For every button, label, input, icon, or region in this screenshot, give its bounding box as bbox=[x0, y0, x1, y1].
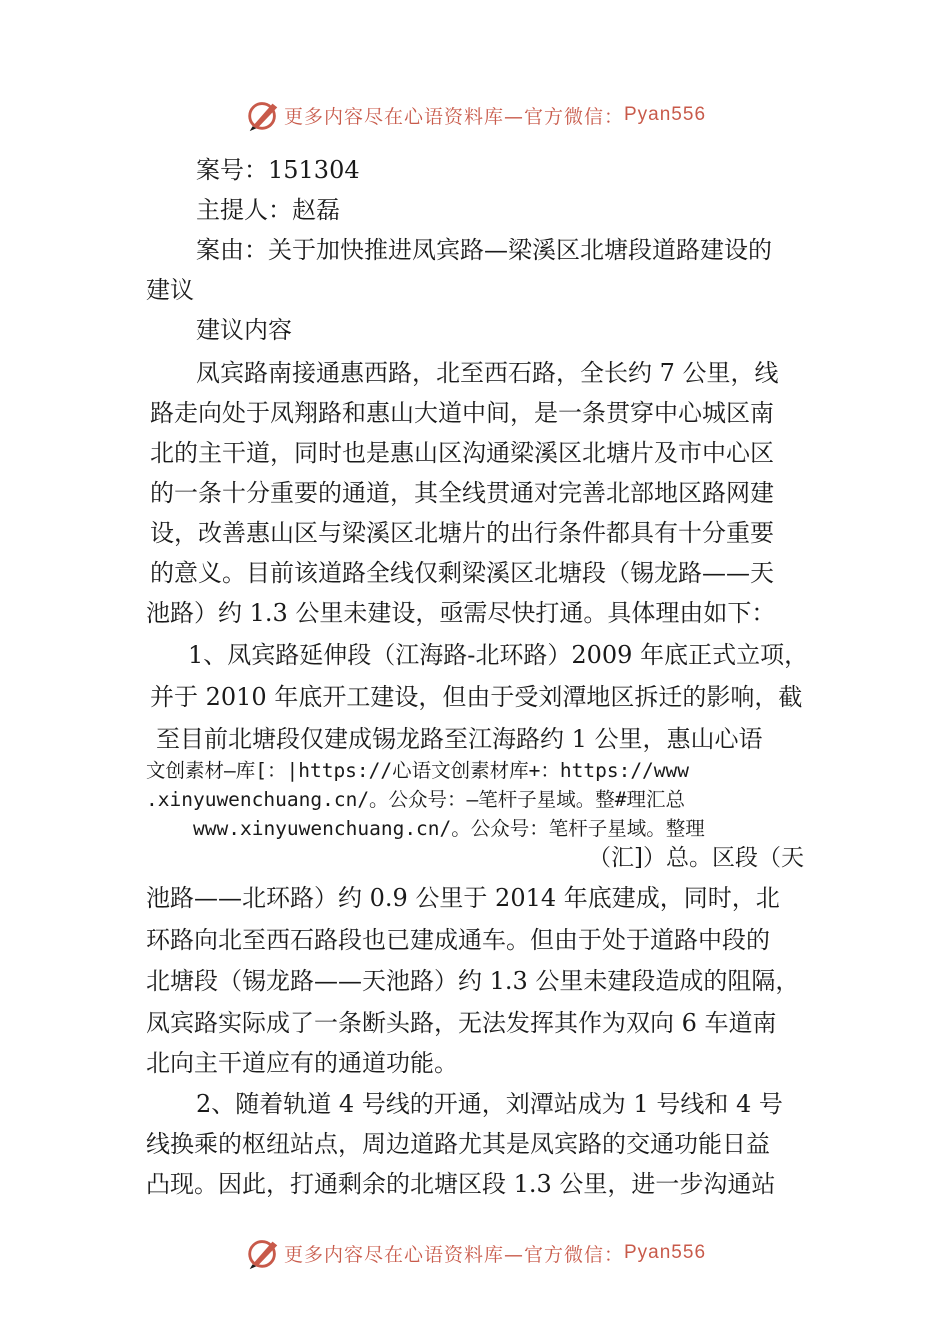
body-line: 设，改善惠山区与梁溪区北塘片的出行条件都具有十分重要 bbox=[150, 519, 774, 547]
watermark-banner-bottom bbox=[0, 1233, 950, 1273]
body-line: 并于 2010 年底开工建设，但由于受刘潭地区拆迁的影响，截 bbox=[150, 683, 803, 711]
inserted-watermark-line: www.xinyuwenchuang.cn/。公众号：笔杆子星域。整理 bbox=[193, 817, 705, 840]
section-title: 建议内容 bbox=[196, 316, 292, 344]
body-line: 北向主干道应有的通道功能。 bbox=[146, 1049, 458, 1077]
watermark-banner-top bbox=[0, 95, 950, 135]
watermark-wechat-id: Pyan556 bbox=[624, 1242, 707, 1263]
body-line: 北塘段（锡龙路——天池路）约 1.3 公里未建段造成的阻隔， bbox=[146, 967, 800, 995]
body-line: 池路——北环路）约 0.9 公里于 2014 年底建成，同时，北 bbox=[146, 884, 780, 912]
body-line: 至目前北塘段仅建成锡龙路至江海路约 1 公里，惠山心语 bbox=[156, 725, 763, 753]
body-line: 凤宾路实际成了一条断头路，无法发挥其作为双向 6 车道南 bbox=[146, 1009, 777, 1037]
inserted-watermark-line: （汇]）总。区段（天 bbox=[588, 845, 804, 871]
body-line: 2、随着轨道 4 号线的开通，刘潭站成为 1 号线和 4 号 bbox=[196, 1090, 783, 1118]
body-line: 路走向处于凤翔路和惠山大道中间，是一条贯穿中心城区南 bbox=[150, 399, 774, 427]
watermark-text: 更多内容尽在心语资料库—官方微信： bbox=[283, 105, 624, 128]
watermark-text: 更多内容尽在心语资料库—官方微信： bbox=[283, 1243, 624, 1266]
body-line: 凤宾路南接通惠西路，北至西石路，全长约 7 公里，线 bbox=[196, 359, 779, 387]
body-line: 凸现。因此，打通剩余的北塘区段 1.3 公里，进一步沟通站 bbox=[146, 1170, 776, 1198]
body-line: 线换乘的枢纽站点，周边道路尤其是凤宾路的交通功能日益 bbox=[146, 1130, 770, 1158]
case-number: 案号：151304 bbox=[196, 156, 360, 184]
proposer: 主提人：赵磊 bbox=[196, 196, 340, 224]
body-line: 环路向北至西石路段也已建成通车。但由于处于道路中段的 bbox=[146, 926, 770, 954]
case-reason-line-1: 案由：关于加快推进凤宾路—梁溪区北塘段道路建设的 bbox=[196, 236, 772, 264]
case-reason-line-2: 建议 bbox=[146, 276, 194, 304]
watermark-wechat-id: Pyan556 bbox=[624, 104, 707, 125]
inserted-watermark-line: .xinyuwenchuang.cn/。公众号：—笔杆子星域。整#理汇总 bbox=[146, 788, 686, 811]
body-line: 池路）约 1.3 公里未建设，亟需尽快打通。具体理由如下： bbox=[146, 599, 776, 627]
pen-logo-icon bbox=[244, 1234, 282, 1272]
body-line: 1、凤宾路延伸段（江海路-北环路）2009 年底正式立项， bbox=[188, 641, 809, 669]
body-line: 的一条十分重要的通道，其全线贯通对完善北部地区路网建 bbox=[150, 479, 774, 507]
inserted-watermark-line: 文创素材—库[：|https://心语文创素材库+：https://www bbox=[146, 759, 690, 782]
body-line: 北的主干道，同时也是惠山区沟通梁溪区北塘片及市中心区 bbox=[150, 439, 774, 467]
pen-logo-icon bbox=[244, 96, 282, 134]
body-line: 的意义。目前该道路全线仅剩梁溪区北塘段（锡龙路——天 bbox=[150, 559, 774, 587]
